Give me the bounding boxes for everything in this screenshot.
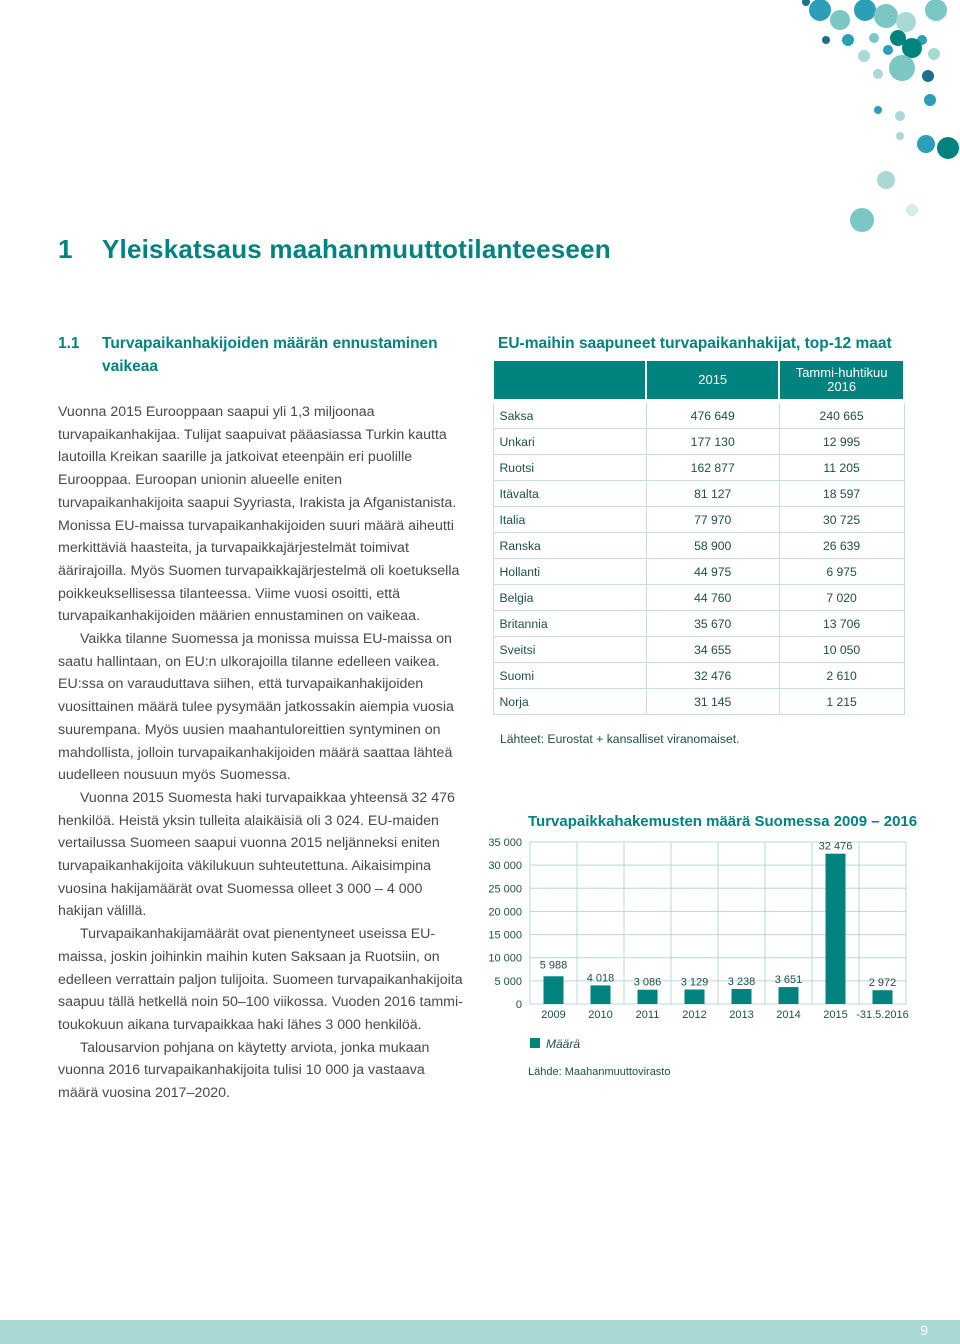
section-title xyxy=(58,332,458,378)
bar-value-label: 3 238 xyxy=(727,976,756,989)
paragraph: Vuonna 2015 Eurooppaan saapui yli 1,3 miljoonaa turvapaikanhakijaa. Tulijat saapuivat pääasiassa Turkin kautta lautoilla Kreikan saarille ja jatkoivat eteenpäin eri puolille Eurooppaa. Euroopan unionin alueelle eniten turvapaikanhakijoita saapui Syyriasta, Irakista ja Afganistanista. Monissa EU-maissa turvapaikanhakijoiden suuri määrä aiheutti merkittäviä haasteita, ja turvapaikkajärjestelmät toimivat äärirajoilla. Myös Suomen turvapaikkajärjestelmä oli koetuksella poikkeuksellisessa tilanteessa. Viime vuosi osoitti, että turvapaikanhakijoiden määrien ennustaminen on vaikeaa. xyxy=(58,404,460,625)
x-tick-label: 2014 xyxy=(776,1009,801,1021)
table-cell-value-2016: 2 610 xyxy=(779,663,904,689)
deco-dot xyxy=(925,0,947,21)
table-row xyxy=(493,507,904,533)
page-number: 9 xyxy=(920,1322,928,1338)
bar-2014 xyxy=(779,987,799,1004)
deco-dot xyxy=(889,55,915,81)
deco-dot xyxy=(830,10,850,30)
section-number: 1.1 xyxy=(58,335,80,352)
deco-dot xyxy=(809,0,831,21)
chapter-title-text: Yleiskatsaus maahanmuuttotilanteeseen xyxy=(102,234,611,264)
table-cell-country: Unkari xyxy=(493,429,646,455)
chart-y-axis xyxy=(488,837,522,1011)
y-tick-label: 5 000 xyxy=(494,975,522,988)
table-cell-value-2015: 31 145 xyxy=(646,689,779,715)
table-row xyxy=(493,689,904,715)
table-cell-value-2015: 177 130 xyxy=(646,429,779,455)
table-cell-country: Ruotsi xyxy=(493,455,646,481)
table-cell-value-2015: 35 670 xyxy=(646,611,779,637)
table-cell-value-2015: 44 760 xyxy=(646,585,779,611)
table-cell-country: Britannia xyxy=(493,611,646,637)
table-cell-value-2016: 30 725 xyxy=(779,507,904,533)
table-row xyxy=(493,481,904,507)
table-cell-value-2016: 12 995 xyxy=(779,429,904,455)
bar-2011 xyxy=(638,990,658,1004)
asylum-seekers-table xyxy=(492,359,905,715)
deco-dot xyxy=(895,111,905,121)
deco-dot xyxy=(850,208,874,232)
deco-dot xyxy=(802,0,810,6)
deco-dot xyxy=(822,36,830,44)
x-tick-label: 2010 xyxy=(588,1009,613,1021)
deco-dot xyxy=(928,48,940,60)
x-tick-label: -31.5.2016 xyxy=(856,1009,909,1021)
bar-2012 xyxy=(685,990,705,1004)
deco-dot xyxy=(896,12,916,32)
chart-x-axis xyxy=(541,1009,909,1021)
section-title-text: Turvapaikanhakijoiden määrän ennustaminen vaikeaa xyxy=(102,335,438,375)
bar-2009 xyxy=(544,976,564,1004)
bar-2013 xyxy=(732,989,752,1004)
bar-value-label: 5 988 xyxy=(539,959,568,972)
y-tick-label: 35 000 xyxy=(488,837,522,849)
bar-value-label: 3 651 xyxy=(774,974,803,987)
table-cell-value-2015: 476 649 xyxy=(646,401,779,429)
y-tick-label: 25 000 xyxy=(488,883,522,896)
deco-dot xyxy=(858,50,870,62)
table-cell-value-2016: 11 205 xyxy=(779,455,904,481)
table-title: EU-maihin saapuneet turvapaikanhakijat, top-12 maat xyxy=(498,335,892,352)
x-tick-label: 2011 xyxy=(635,1009,660,1021)
table-cell-value-2016: 240 665 xyxy=(779,401,904,429)
chapter-number: 1 xyxy=(58,234,73,264)
paragraph: Vaikka tilanne Suomessa ja monissa muissa EU-maissa on saatu hallintaan, on EU:n ulkorajoilla tilanne edelleen vaikea. EU:ssa on varauduttava siihen, että turvapaikanhakijoiden vuosittainen määrä tulee pysymään jatkossakin aiempia vuosia suurempana. Myös uusien maahantuloreittien syntyminen on mahdollista, jolloin turvapaikanhakijoiden määrä saattaa lähteä uudelleen nousuun myös Suomessa. xyxy=(58,631,454,784)
bar-2010 xyxy=(591,985,611,1004)
x-tick-label: 2013 xyxy=(729,1009,754,1021)
y-tick-label: 10 000 xyxy=(488,952,522,965)
legend-swatch xyxy=(530,1038,540,1048)
table-header-2015: 2015 xyxy=(646,360,779,401)
y-tick-label: 0 xyxy=(515,999,522,1011)
table-row xyxy=(493,637,904,663)
deco-dot xyxy=(922,70,934,82)
bar-value-label: 4 018 xyxy=(586,972,615,985)
deco-dot xyxy=(873,69,883,79)
paragraph: Vuonna 2015 Suomesta haki turvapaikkaa yhteensä 32 476 henkilöä. Heistä yksin tulleita alaikäisiä oli 3 024. EU-maiden vertailussa Suomeen saapui vuonna 2015 neljänneksi eniten turvapaikanhakijoita väkilukuun suhteutettuna. Aikaisimpina vuosina hakijamäärät ovat Suomessa olleet 3 000 – 4 000 hakijan välillä. xyxy=(58,789,455,920)
table-cell-value-2015: 58 900 xyxy=(646,533,779,559)
table-cell-value-2015: 77 970 xyxy=(646,507,779,533)
table-cell-value-2016: 18 597 xyxy=(779,481,904,507)
y-tick-label: 20 000 xyxy=(488,906,522,919)
deco-dot xyxy=(917,135,935,153)
table-cell-country: Itävalta xyxy=(493,481,646,507)
table-cell-value-2016: 10 050 xyxy=(779,637,904,663)
deco-dot xyxy=(937,137,959,159)
bar-value-label: 2 972 xyxy=(868,977,897,990)
table-cell-value-2016: 6 975 xyxy=(779,559,904,585)
table-row xyxy=(493,455,904,481)
table-cell-value-2016: 7 020 xyxy=(779,585,904,611)
table-cell-value-2016: 26 639 xyxy=(779,533,904,559)
table-body xyxy=(493,401,904,715)
table-row xyxy=(493,559,904,585)
footer-band xyxy=(0,1320,960,1344)
deco-dot xyxy=(883,45,893,55)
x-tick-label: 2009 xyxy=(541,1009,566,1021)
table-cell-value-2015: 81 127 xyxy=(646,481,779,507)
table-header-2016-line2: 2016 xyxy=(827,379,857,394)
table-header-country xyxy=(493,360,646,401)
y-tick-label: 15 000 xyxy=(488,929,522,942)
table-cell-value-2015: 34 655 xyxy=(646,637,779,663)
deco-dot xyxy=(874,106,882,114)
paragraph: Talousarvion pohjana on käytetty arviota, jonka mukaan vuonna 2016 turvapaikanhakijoita tulisi 10 000 ja vastaava määrä vuosina 2017–2020. xyxy=(58,1039,430,1102)
deco-dot xyxy=(869,33,879,43)
x-tick-label: 2015 xyxy=(823,1009,848,1021)
table-row xyxy=(493,429,904,455)
table-source: Lähteet: Eurostat + kansalliset viranomaiset. xyxy=(500,732,740,746)
deco-dot xyxy=(896,132,904,140)
deco-dot xyxy=(842,34,854,46)
table-row xyxy=(493,401,904,429)
chart-source: Lähde: Maahanmuuttovirasto xyxy=(528,1066,671,1078)
table-cell-value-2015: 32 476 xyxy=(646,663,779,689)
x-tick-label: 2012 xyxy=(682,1009,707,1021)
table-header-row xyxy=(493,360,904,401)
deco-dot xyxy=(877,171,895,189)
table-cell-country: Ranska xyxy=(493,533,646,559)
table-cell-country: Suomi xyxy=(493,663,646,689)
legend-label: Määrä xyxy=(546,1037,581,1051)
deco-dot xyxy=(874,4,898,28)
decorative-dots xyxy=(780,0,960,240)
table-cell-country: Saksa xyxy=(493,401,646,429)
table-cell-value-2015: 162 877 xyxy=(646,455,779,481)
deco-dot xyxy=(854,0,876,21)
y-tick-label: 30 000 xyxy=(488,860,522,873)
bar-value-label: 32 476 xyxy=(818,840,853,853)
table-cell-country: Belgia xyxy=(493,585,646,611)
chapter-title xyxy=(58,234,611,265)
deco-dot xyxy=(924,94,936,106)
table-row xyxy=(493,663,904,689)
table-header-2016 xyxy=(779,360,904,401)
table-row xyxy=(493,585,904,611)
table-cell-country: Norja xyxy=(493,689,646,715)
applications-chart xyxy=(488,808,918,1098)
bar-value-label: 3 129 xyxy=(680,976,709,989)
bar--31.5.2016 xyxy=(873,990,893,1004)
deco-dot xyxy=(902,38,922,58)
table-row xyxy=(493,533,904,559)
table-cell-country: Hollanti xyxy=(493,559,646,585)
chart-title: Turvapaikkahakemusten määrä Suomessa 2009 – 2016 xyxy=(528,813,918,830)
table-header-2016-line1: Tammi-huhtikuu xyxy=(795,365,888,380)
bar-value-label: 3 086 xyxy=(633,976,662,989)
table-row xyxy=(493,611,904,637)
bar-2015 xyxy=(826,854,846,1004)
deco-dot xyxy=(906,204,918,216)
table-cell-value-2016: 1 215 xyxy=(779,689,904,715)
table-cell-country: Italia xyxy=(493,507,646,533)
body-text xyxy=(58,401,468,1105)
table-cell-value-2015: 44 975 xyxy=(646,559,779,585)
paragraph: Turvapaikanhakijamäärät ovat pienentyneet useissa EU-maissa, joskin joihinkin maihin kuten Saksaan ja Ruotsiin, on edelleen verrattain paljon tulijoita. Suomeen turvapaikanhakijoita saapuu tällä hetkellä noin 50–100 viikossa. Vuoden 2016 tammi-toukokuun aikana turvapaikkaa haki lähes 3 000 henkilöä. xyxy=(58,926,463,1033)
table-cell-value-2016: 13 706 xyxy=(779,611,904,637)
table-cell-country: Sveitsi xyxy=(493,637,646,663)
